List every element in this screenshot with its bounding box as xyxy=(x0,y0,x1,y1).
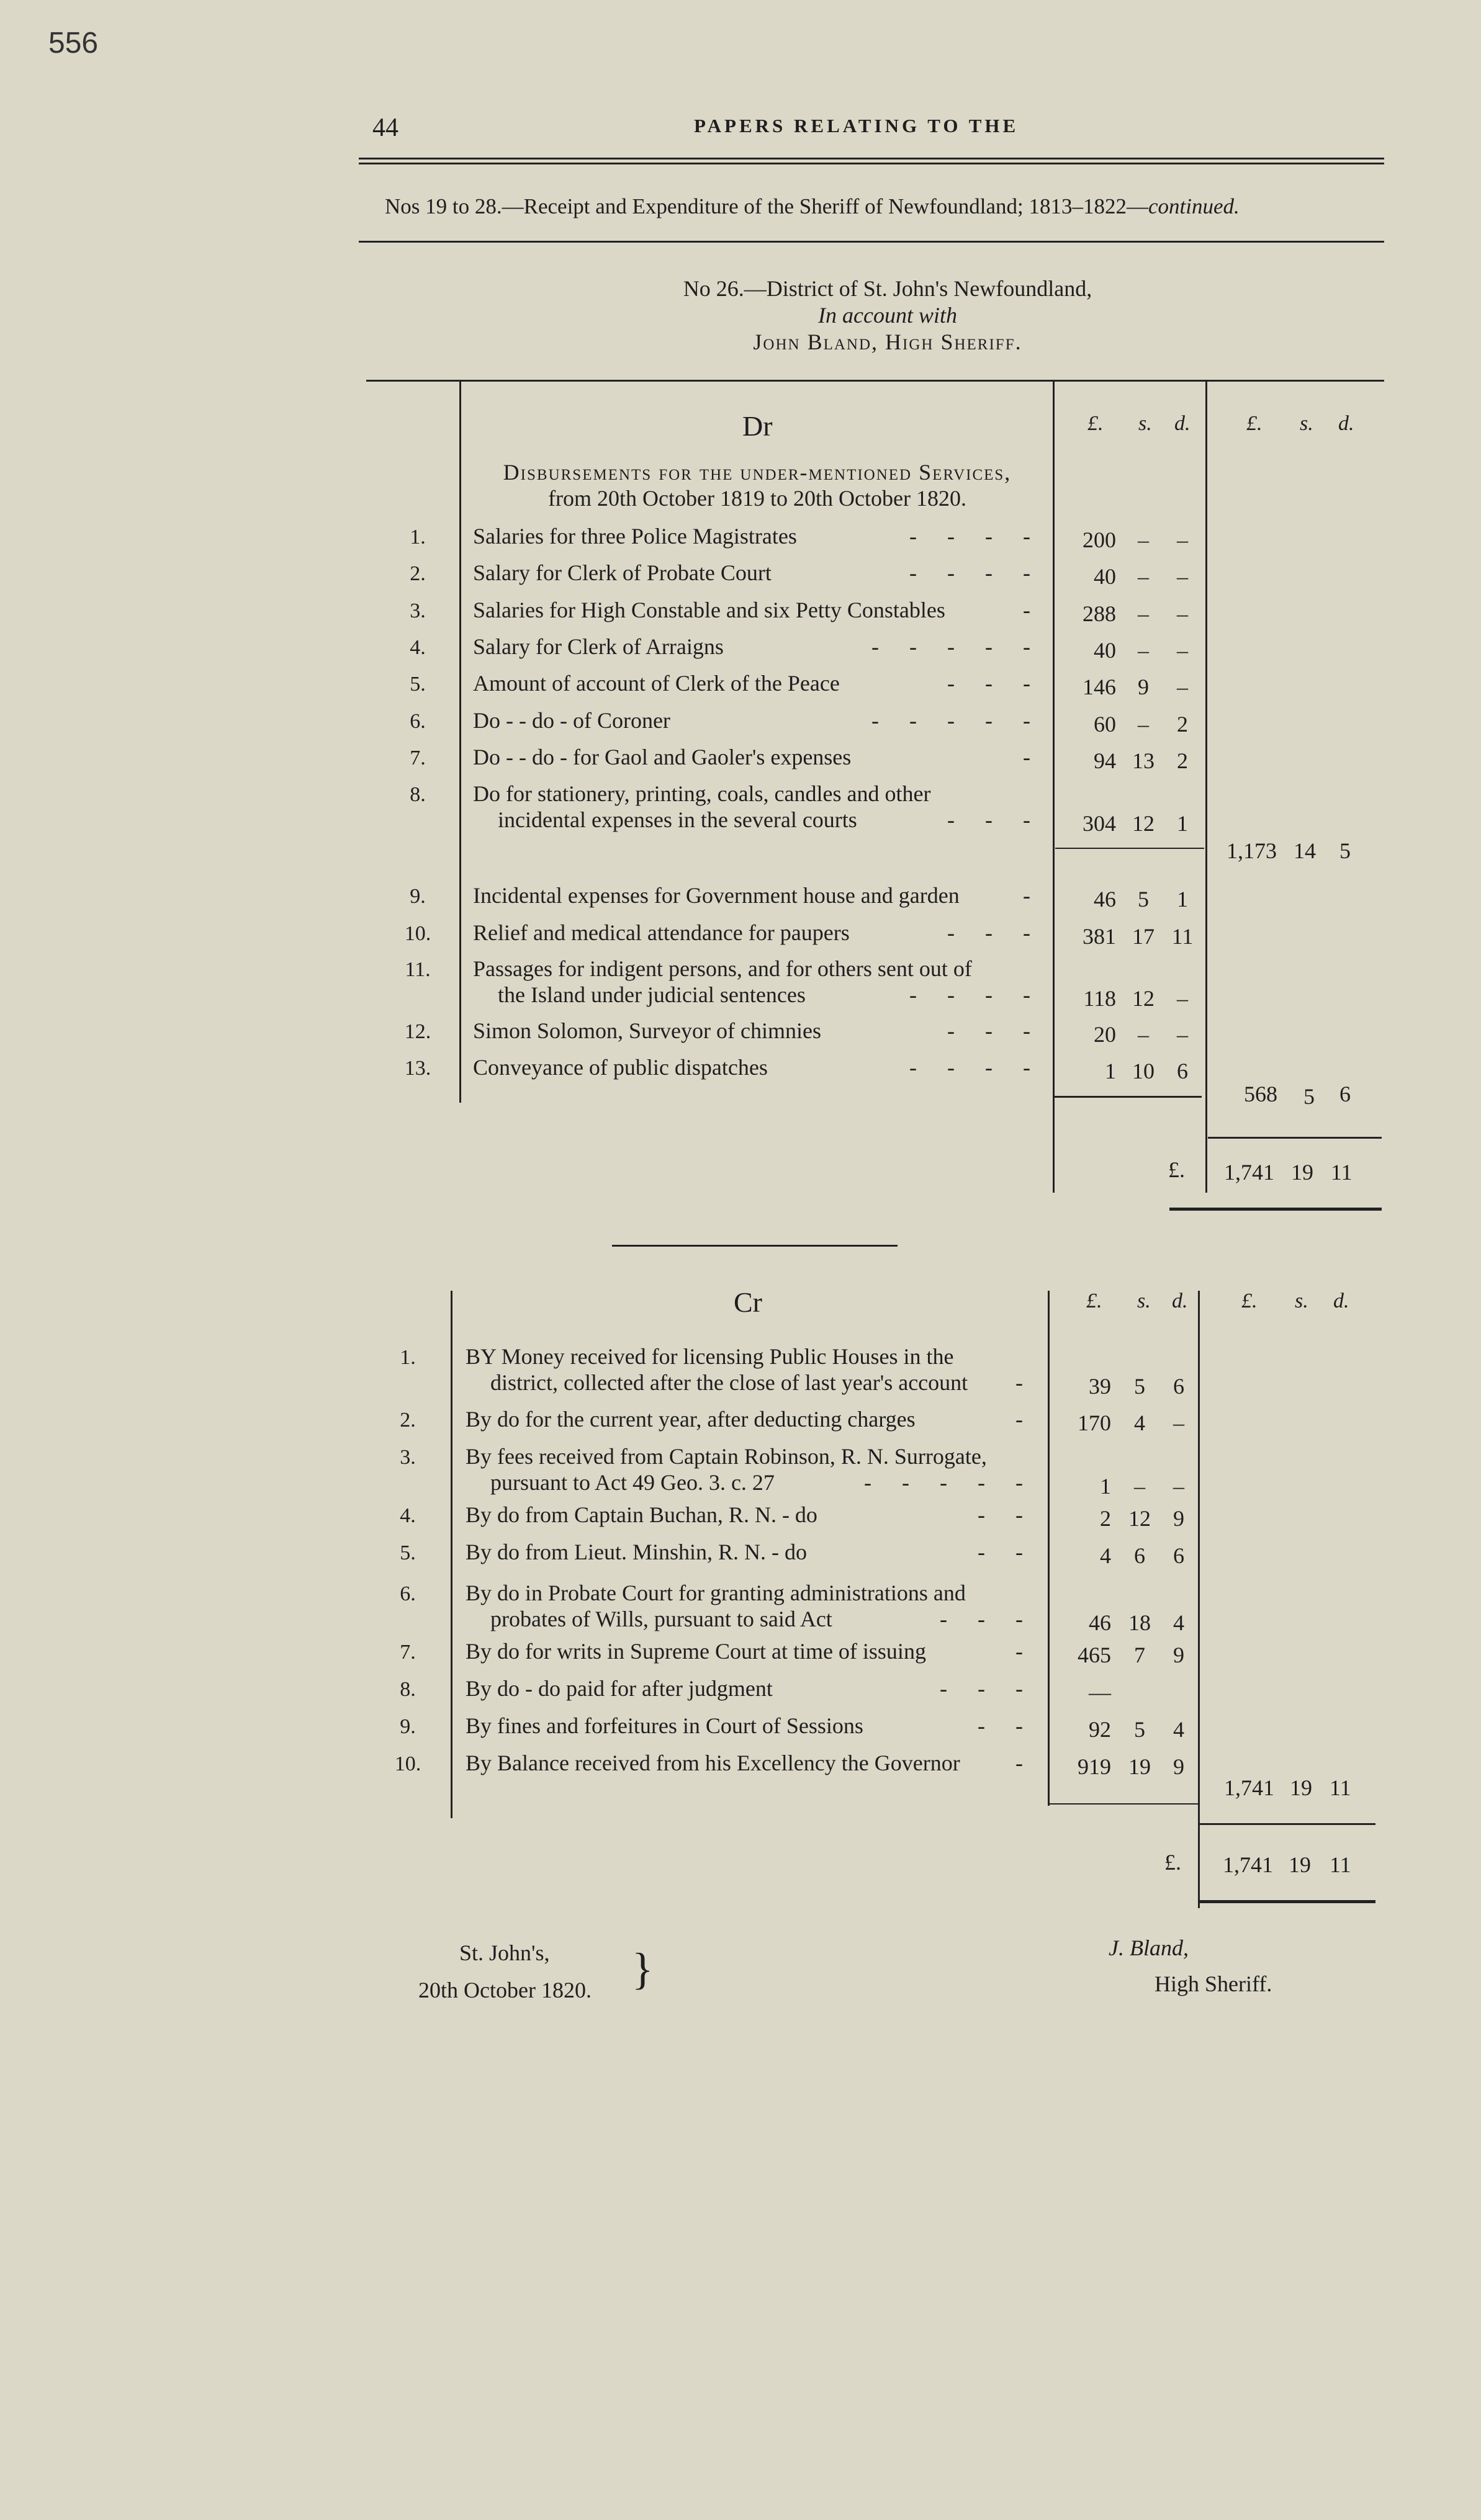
debit-subtotal2-shillings: 5 xyxy=(1303,1084,1315,1109)
debit-row-text: Do - - do - for Gaol and Gaoler's expenses xyxy=(473,745,852,769)
credit-row-pence: 9 xyxy=(1173,1643,1184,1667)
credit-row-pounds: 170 xyxy=(1078,1410,1111,1435)
debit-row-pence: 2 xyxy=(1177,712,1188,737)
debit-row-leader: - - - xyxy=(947,671,1043,696)
debit-row-text: Salary for Clerk of Probate Court xyxy=(473,560,772,585)
credit-row-pounds: 39 xyxy=(1089,1374,1111,1399)
credit-row-leader: - - xyxy=(978,1540,1035,1564)
debit-row-shillings: – xyxy=(1138,601,1149,626)
credit-total-pence: 11 xyxy=(1330,1852,1351,1877)
debit-row-pounds: 94 xyxy=(1094,748,1116,773)
credit-row-pence: 9 xyxy=(1173,1506,1184,1531)
debit-row-pence: – xyxy=(1177,527,1188,552)
debit-left-rule xyxy=(459,380,461,1103)
credit-row-text: By do from Captain Buchan, R. N. - do xyxy=(466,1502,817,1527)
debit-side-label: Dr xyxy=(742,410,773,442)
debit-row-pounds: 118 xyxy=(1083,986,1116,1011)
credit-row-pounds: 46 xyxy=(1089,1610,1111,1635)
debit-top-rule xyxy=(366,380,1384,382)
credit-row-pounds: 4 xyxy=(1100,1543,1111,1568)
section-separator xyxy=(612,1245,898,1247)
debit-row-leader: - - - - xyxy=(909,524,1043,549)
debit-total-shillings: 19 xyxy=(1291,1160,1313,1185)
credit-right-rule xyxy=(1198,1291,1200,1908)
debit-row-shillings: 5 xyxy=(1138,887,1149,912)
debit-row-number: 9. xyxy=(410,885,426,908)
debit-row-shillings: – xyxy=(1138,564,1149,589)
series-title-prefix: Nos 19 to 28.—Receipt and Expenditure of the Sheriff of Newfoundland; 1813–1822— xyxy=(385,194,1148,218)
debit-row-leader: - - - - - xyxy=(871,634,1043,659)
credit-row-leader: - xyxy=(1015,1407,1035,1432)
account-heading-1: No 26.—District of St. John's Newfoundland, xyxy=(683,276,1092,301)
series-title xyxy=(385,194,1240,220)
credit-row-leader: - - xyxy=(978,1713,1035,1738)
debit-row-number: 7. xyxy=(410,747,426,769)
credit-row-pence: – xyxy=(1173,1474,1184,1499)
debit-row-pence: 2 xyxy=(1177,748,1188,773)
debit-row-number: 8. xyxy=(410,783,426,806)
debit-row-pounds: 40 xyxy=(1094,564,1116,589)
debit-row-pounds: 40 xyxy=(1094,638,1116,663)
credit-row-text-continued: pursuant to Act 49 Geo. 3. c. 27 xyxy=(490,1470,775,1495)
debit-mid-rule xyxy=(1053,380,1055,1193)
header-rule xyxy=(359,163,1384,164)
credit-total-rule-top xyxy=(1198,1823,1375,1825)
debit-row-text: Incidental expenses for Government house and garden xyxy=(473,883,960,908)
debit-row-pence: – xyxy=(1177,986,1188,1011)
footer-place: St. John's, xyxy=(459,1940,550,1965)
credit-left-rule xyxy=(451,1291,452,1818)
debit-row-leader: - - - xyxy=(947,807,1043,832)
debit-intro-2: from 20th October 1819 to 20th October 1820. xyxy=(548,486,966,511)
debit-row-text: Salaries for High Constable and six Petty Constables xyxy=(473,598,945,622)
credit-row-text: By do in Probate Court for granting administrations and xyxy=(466,1581,966,1605)
credit-row-pounds: 465 xyxy=(1078,1643,1111,1667)
debit-subtotal-rule-2 xyxy=(1053,1096,1202,1098)
footer-title: High Sheriff. xyxy=(1155,1971,1272,1996)
credit-row-shillings: 7 xyxy=(1134,1643,1145,1667)
header-rule xyxy=(359,158,1384,159)
debit-row-shillings: 17 xyxy=(1132,924,1155,949)
credit-row-pence: 4 xyxy=(1173,1610,1184,1635)
credit-total-pence-header: d. xyxy=(1333,1289,1349,1312)
debit-row-leader: - - - - xyxy=(909,982,1043,1007)
debit-row-number: 11. xyxy=(405,958,431,981)
credit-row-text-continued: district, collected after the close of last year's account xyxy=(490,1370,968,1395)
debit-subtotal2-pence: 6 xyxy=(1339,1082,1351,1106)
debit-subtotal-rule-1 xyxy=(1055,848,1204,849)
credit-row-leader: - - - xyxy=(940,1676,1035,1701)
credit-row-number: 5. xyxy=(400,1541,416,1564)
account-heading-3: John Bland, High Sheriff. xyxy=(753,330,1022,354)
credit-total-pounds: 1,741 xyxy=(1223,1852,1273,1877)
credit-row-text: By do for writs in Supreme Court at time of issuing xyxy=(466,1639,926,1664)
credit-row-shillings: 19 xyxy=(1128,1754,1151,1779)
debit-row-leader: - - - - - xyxy=(871,708,1043,733)
credit-row-shillings: 5 xyxy=(1134,1717,1145,1742)
debit-row-pounds: 288 xyxy=(1083,601,1116,626)
credit-subtotal-rule xyxy=(1048,1803,1198,1805)
debit-row-pence: – xyxy=(1177,601,1188,626)
credit-row-pounds: 92 xyxy=(1089,1717,1111,1742)
debit-row-number: 5. xyxy=(410,673,426,696)
debit-row-number: 10. xyxy=(404,922,431,945)
debit-row-leader: - - - xyxy=(947,920,1043,945)
credit-row-number: 7. xyxy=(400,1641,416,1664)
debit-row-pence: – xyxy=(1177,564,1188,589)
credit-row-pounds: 919 xyxy=(1078,1754,1111,1779)
credit-row-leader: - - - - - xyxy=(864,1470,1035,1495)
debit-row-text-continued: the Island under judicial sentences xyxy=(498,982,806,1007)
credit-row-number: 2. xyxy=(400,1409,416,1432)
debit-row-pounds: 200 xyxy=(1083,527,1116,552)
running-head: PAPERS RELATING TO THE xyxy=(694,115,1019,137)
account-heading-2: In account with xyxy=(818,303,957,328)
credit-row-pence: 4 xyxy=(1173,1717,1184,1742)
debit-row-number: 12. xyxy=(404,1020,431,1043)
debit-row-pence: 6 xyxy=(1177,1059,1188,1083)
debit-subtotal1-shillings: 14 xyxy=(1294,838,1316,863)
debit-row-text: Conveyance of public dispatches xyxy=(473,1055,768,1080)
credit-row-pence: 9 xyxy=(1173,1754,1184,1779)
debit-row-text: Relief and medical attendance for paupers xyxy=(473,920,850,945)
credit-row-pounds: 1 xyxy=(1100,1474,1111,1499)
debit-row-text: Salary for Clerk of Arraigns xyxy=(473,634,724,659)
debit-row-number: 13. xyxy=(404,1057,431,1080)
credit-row-number: 8. xyxy=(400,1678,416,1701)
credit-row-number: 4. xyxy=(400,1504,416,1527)
debit-row-pounds: 46 xyxy=(1094,887,1116,912)
credit-row-leader: - xyxy=(1015,1639,1035,1664)
credit-row-shillings: 12 xyxy=(1128,1506,1151,1531)
credit-pence-header: d. xyxy=(1172,1289,1188,1312)
debit-row-pence: 1 xyxy=(1177,887,1188,912)
footer-date: 20th October 1820. xyxy=(418,1978,592,2002)
credit-row-pence: 6 xyxy=(1173,1543,1184,1568)
debit-row-text: Simon Solomon, Surveyor of chimnies xyxy=(473,1018,821,1043)
credit-shillings-header: s. xyxy=(1137,1289,1151,1312)
debit-intro-1: Disbursements for the under-mentioned Services, xyxy=(503,460,1012,485)
debit-row-number: 2. xyxy=(410,562,426,585)
debit-total-currency: £. xyxy=(1168,1157,1185,1182)
debit-row-pence: – xyxy=(1177,638,1188,663)
credit-side-label: Cr xyxy=(734,1286,762,1318)
debit-row-leader: - xyxy=(1023,745,1043,769)
debit-total-rule-bottom xyxy=(1169,1208,1382,1211)
debit-row-shillings: 10 xyxy=(1132,1059,1155,1083)
debit-pounds-header: £. xyxy=(1087,412,1104,435)
debit-row-pounds: 304 xyxy=(1083,811,1116,836)
debit-row-text: Amount of account of Clerk of the Peace xyxy=(473,671,840,696)
series-title-suffix: continued. xyxy=(1148,194,1240,218)
title-rule xyxy=(359,241,1384,243)
credit-row-number: 1. xyxy=(400,1346,416,1369)
credit-total-shillings: 19 xyxy=(1289,1852,1311,1877)
debit-row-text-continued: incidental expenses in the several courts xyxy=(498,807,857,832)
debit-row-number: 1. xyxy=(410,526,426,549)
debit-row-pounds: 60 xyxy=(1094,712,1116,737)
footer-brace: } xyxy=(632,1944,654,1994)
credit-row-leader: - - xyxy=(978,1502,1035,1527)
credit-mid-rule xyxy=(1048,1291,1050,1806)
debit-row-shillings: – xyxy=(1138,638,1149,663)
debit-row-text: Do for stationery, printing, coals, candles and other xyxy=(473,781,931,806)
credit-row-pounds: — xyxy=(1089,1680,1111,1705)
credit-row-shillings: 6 xyxy=(1134,1543,1145,1568)
credit-pounds-header: £. xyxy=(1086,1289,1102,1312)
credit-row-text: By do from Lieut. Minshin, R. N. - do xyxy=(466,1540,807,1564)
credit-row-text: BY Money received for licensing Public Houses in the xyxy=(466,1344,954,1369)
debit-subtotal1-pounds: 1,173 xyxy=(1227,838,1277,863)
debit-row-text: Do - - do - of Coroner xyxy=(473,708,670,733)
debit-subtotal1-pence: 5 xyxy=(1339,838,1351,863)
credit-row-shillings: 4 xyxy=(1134,1410,1145,1435)
debit-total-pounds: 1,741 xyxy=(1224,1160,1274,1185)
debit-row-number: 6. xyxy=(410,710,426,733)
debit-row-shillings: 12 xyxy=(1132,811,1155,836)
debit-row-leader: - - - xyxy=(947,1018,1043,1043)
debit-row-shillings: 9 xyxy=(1138,675,1149,699)
credit-row-leader: - xyxy=(1015,1751,1035,1775)
credit-row-number: 10. xyxy=(394,1752,421,1775)
credit-row-text: By Balance received from his Excellency the Governor xyxy=(466,1751,960,1775)
credit-row-shillings: – xyxy=(1134,1474,1145,1499)
credit-row-shillings: 5 xyxy=(1134,1374,1145,1399)
credit-subtotal-shillings: 19 xyxy=(1290,1775,1312,1800)
credit-row-leader: - - - xyxy=(940,1607,1035,1631)
credit-total-currency: £. xyxy=(1164,1850,1181,1875)
debit-total-rule-top xyxy=(1208,1137,1382,1139)
debit-row-pounds: 20 xyxy=(1094,1022,1116,1047)
debit-row-text: Passages for indigent persons, and for others sent out of xyxy=(473,956,972,981)
footer-signature: J. Bland, xyxy=(1109,1935,1189,1960)
credit-total-shillings-header: s. xyxy=(1295,1289,1308,1312)
credit-total-rule-bottom xyxy=(1198,1900,1375,1903)
credit-row-text: By do - do paid for after judgment xyxy=(466,1676,773,1701)
debit-shillings-header: s. xyxy=(1138,412,1152,435)
credit-row-pounds: 2 xyxy=(1100,1506,1111,1531)
debit-row-pounds: 381 xyxy=(1083,924,1116,949)
debit-subtotal2-pounds: 568 xyxy=(1244,1082,1277,1106)
debit-row-number: 3. xyxy=(410,599,426,622)
debit-total-pounds-header: £. xyxy=(1246,412,1263,435)
debit-row-leader: - - - - xyxy=(909,560,1043,585)
debit-row-number: 4. xyxy=(410,636,426,659)
credit-row-pence: – xyxy=(1173,1410,1184,1435)
debit-row-text: Salaries for three Police Magistrates xyxy=(473,524,797,549)
debit-total-pence: 11 xyxy=(1331,1160,1353,1185)
debit-total-shillings-header: s. xyxy=(1300,412,1313,435)
folio-number: 44 xyxy=(372,114,398,142)
debit-row-shillings: 12 xyxy=(1132,986,1155,1011)
credit-row-text: By fines and forfeitures in Court of Sessions xyxy=(466,1713,863,1738)
debit-row-shillings: – xyxy=(1138,1022,1149,1047)
credit-row-number: 6. xyxy=(400,1582,416,1605)
debit-row-pence: – xyxy=(1177,675,1188,699)
debit-row-shillings: – xyxy=(1138,527,1149,552)
credit-row-text: By do for the current year, after deducting charges xyxy=(466,1407,916,1432)
credit-row-text: By fees received from Captain Robinson, R. N. Surrogate, xyxy=(466,1444,987,1469)
debit-row-leader: - - - - xyxy=(909,1055,1043,1080)
debit-row-pounds: 1 xyxy=(1105,1059,1116,1083)
debit-row-leader: - xyxy=(1023,883,1043,908)
credit-subtotal-pence: 11 xyxy=(1330,1775,1351,1800)
page-corner-number: 556 xyxy=(48,27,99,60)
debit-right-rule xyxy=(1205,380,1207,1193)
credit-total-pounds-header: £. xyxy=(1241,1289,1258,1312)
credit-row-shillings: 18 xyxy=(1128,1610,1151,1635)
debit-pence-header: d. xyxy=(1174,412,1191,435)
debit-row-pounds: 146 xyxy=(1083,675,1116,699)
credit-row-text-continued: probates of Wills, pursuant to said Act xyxy=(490,1607,832,1631)
debit-row-leader: - xyxy=(1023,598,1043,622)
debit-row-pence: – xyxy=(1177,1022,1188,1047)
credit-row-number: 9. xyxy=(400,1715,416,1738)
debit-total-pence-header: d. xyxy=(1338,412,1354,435)
credit-row-leader: - xyxy=(1015,1370,1035,1395)
debit-row-pence: 1 xyxy=(1177,811,1188,836)
debit-row-shillings: 13 xyxy=(1132,748,1155,773)
debit-row-pence: 11 xyxy=(1171,924,1194,949)
credit-row-pence: 6 xyxy=(1173,1374,1184,1399)
credit-row-number: 3. xyxy=(400,1446,416,1469)
debit-row-shillings: – xyxy=(1138,712,1149,737)
credit-subtotal-pounds: 1,741 xyxy=(1224,1775,1274,1800)
